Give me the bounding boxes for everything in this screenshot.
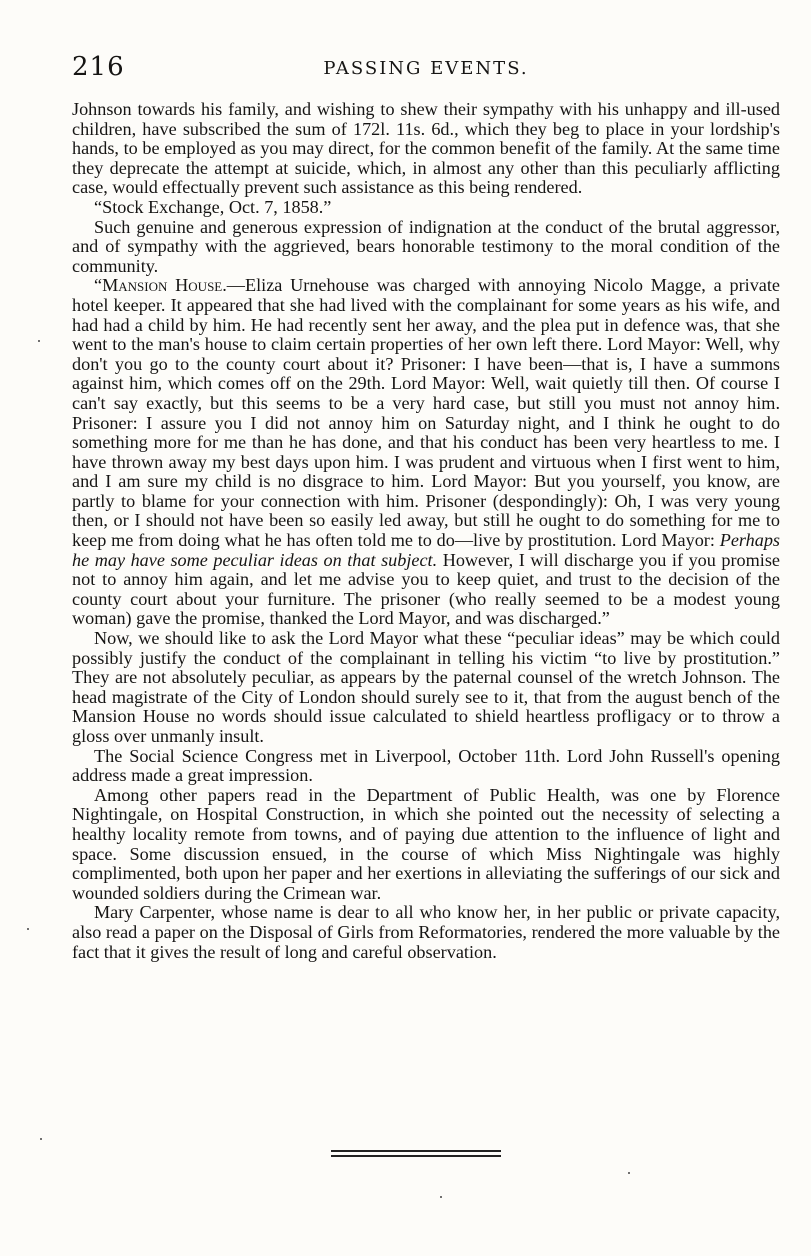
section-end-rule — [331, 1150, 501, 1157]
paragraph-text: Among other papers read in the Department of Public Health, was one by Florence Nightingale, on Hospital Construction, in which she pointed out the necessity of selecting a healthy locality remote from towns, and of paying due attention to the influence of light and space. Some discussion ensued, in the course of which Miss Nightingale was highly complimented, both upon her paper and her exertions in alleviating the sufferings of our sick and wounded soldiers during the Crimean war. — [72, 784, 780, 903]
paragraph-text: However, I will discharge you if you promise not to annoy him again, and let me advise you to keep quiet, and trust to the decision of the county court about your furniture. The prisoner (who really seemed to be a modest young woman) gave the promise, thanked the Lord Mayor, and was discharged.” — [72, 549, 780, 629]
paragraph-text: Mary Carpenter, whose name is dear to all who know her, in her public or private capacity, also read a paper on the Disposal of Girls from Reformatories, rendered the more valuable by the fact that it gives the result of long and careful observation. — [72, 902, 780, 962]
paragraph-text: “ — [94, 275, 103, 296]
print-speck — [40, 1138, 42, 1140]
print-speck — [38, 340, 40, 342]
page-number: 216 — [72, 52, 125, 82]
paragraph-text: Such genuine and generous expression of indignation at the conduct of the brutal aggressor, and of sympathy with the aggrieved, bears honorable testimony to the moral condition of the community. — [72, 216, 780, 276]
paragraph-text: Johnson towards his family, and wishing to shew their sympathy with his unhappy and ill-used children, have subscribed the sum of 172l. 11s. 6d., which they beg to place in your lordship's hands, to be employed as you may direct, for the common benefit of the family. At the same time they deprecate the attempt at suicide, which, in almost any other than this peculiarly afflicting case, would effectually prevent such assistance as this being rendered. — [72, 99, 780, 198]
paragraph-text: .—Eliza Urnehouse was charged with annoying Nicolo Magge, a private hotel keeper. It appeared that she had lived with the complainant for some years as his wife, and had had a child by him. He had recently sent her away, and the plea put in defence was, that she went to the man's house to claim certain properties of her own left there. Lord Mayor: Well, why don't you go to the county court about it? Prisoner: I have been—that is, I have a summons against him, which comes off on the 29th. Lord Mayor: Well, wait quietly till then. Of course I can't say exactly, but this seems to be a very hard case, but still you must not annoy him. Prisoner: I assure you I did not annoy him on Saturday night, and I think he ought to do something more for me than he has done, and that his conduct has been very heartless to me. I have thrown away my best days upon him. I was prudent and virtuous when I first went to him, and I am sure my child is no disgrace to him. Lord Mayor: But you yourself, you know, are partly to blame for your connection with him. Prisoner (despondingly): Oh, I was very young then, or I should not have been so easily led away, but still he ought to do something for me to keep me from doing what he has often told me to do—live by prostitution. Lord Mayor: — [72, 275, 780, 551]
paragraph — [72, 903, 780, 962]
paragraph — [72, 747, 780, 786]
italic-phrase: Perhaps he may have some peculiar ideas on that subject. — [72, 530, 780, 570]
paragraph — [72, 786, 780, 904]
paragraph-text: Now, we should like to ask the Lord Mayor what these “peculiar ideas” may be which could possibly justify the conduct of the complainant in telling his victim “to live by prostitution.” They are not absolutely peculiar, as appears by the paternal counsel of the wretch Johnson. The head magistrate of the City of London should surely see to it, that from the august bench of the Mansion House no words should issue calculated to shield heartless profligacy or to throw a gloss over unmanly insult. — [72, 628, 780, 746]
print-speck — [628, 1172, 630, 1174]
paragraph — [72, 629, 780, 747]
paragraph — [72, 218, 780, 277]
paragraph — [72, 198, 780, 218]
print-speck — [27, 928, 29, 930]
paragraph-text: “Stock Exchange, Oct. 7, 1858.” — [94, 196, 332, 217]
running-head: PASSING EVENTS. — [323, 58, 529, 79]
article-body — [72, 100, 780, 962]
paragraph-text: The Social Science Congress met in Liverpool, October 11th. Lord John Russell's opening address made a great impression. — [72, 745, 780, 786]
paragraph — [72, 100, 780, 198]
small-caps-heading: Mansion House — [102, 275, 223, 296]
page-header — [72, 52, 780, 86]
paragraph — [72, 276, 780, 629]
print-speck — [440, 1196, 442, 1198]
